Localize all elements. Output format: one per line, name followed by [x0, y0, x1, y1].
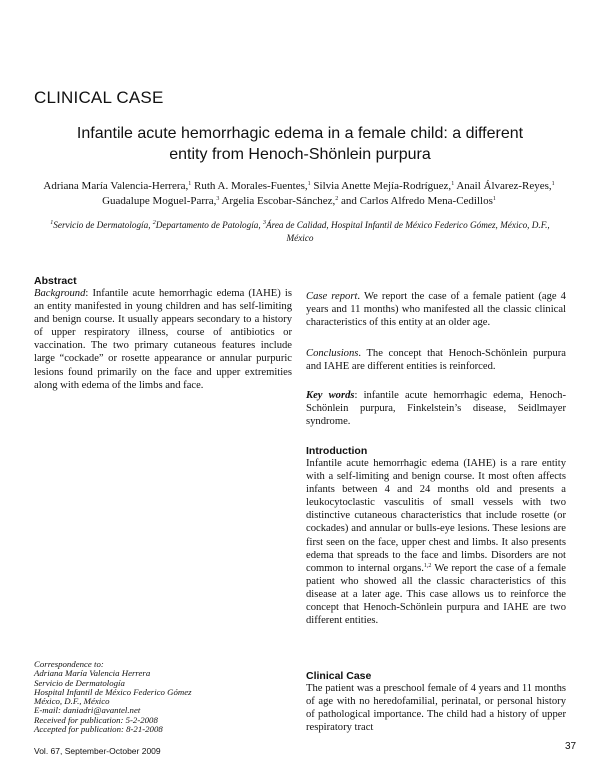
- author-affil-mark: 1: [307, 181, 311, 187]
- title-line-2: entity from Henoch-Shönlein purpura: [169, 146, 431, 163]
- title-line-1: Infantile acute hemorrhagic edema in a female child: a different: [76, 125, 524, 142]
- author-affil-mark: 2: [335, 196, 339, 202]
- journal-footer: Vol. 67, September-October 2009: [34, 746, 161, 756]
- author: Argelia Escobar-Sánchez,: [219, 195, 336, 207]
- conclusions-label: Conclusions: [306, 348, 359, 359]
- author: Ruth A. Morales-Fuentes,: [191, 180, 308, 192]
- correspondence-line: México, D.F., México: [34, 696, 110, 707]
- affiliation: Área de Calidad, Hospital Infantil de México Federico Gómez, México, D.F., México: [265, 220, 550, 243]
- case-text: . We report the case of a female patient (age 4 years and 11 months) who manifested all the classic clinical characteristics of this entity at an older age.: [306, 291, 566, 329]
- clinical-case-text: The patient was a preschool female of 4 years and 11 months of age with no heredofamilial, perinatal, or personal history of pathological importance. The child had a history of upper respiratory tract: [306, 683, 566, 734]
- background-label: Background: [34, 288, 86, 299]
- author-affil-mark: 1: [551, 181, 555, 187]
- introduction-text-a: Infantile acute hemorrhagic edema (IAHE) is a rare entity with a self-limiting and benign course. It most often affects infants between 4 and 24 months old and presents a leukocytoclastic vasculitis of small vessels with two distinctive cutaneous characteristics that include rosette (or cockades) and annular or bulls-eye lesions. These lesions are first seen on the face, upper chest and limbs. It also presents edema that spreads to the face and limbs. Disorders are not common to internal organs.: [306, 458, 566, 574]
- introduction-text: [306, 457, 566, 627]
- affil-mark: 3: [262, 220, 266, 226]
- affil-mark: 1: [50, 220, 54, 226]
- affiliations: [40, 219, 560, 245]
- introduction-heading: Introduction: [306, 445, 368, 457]
- author: Silvia Anette Mejía-Rodríguez,: [310, 180, 452, 192]
- correspondence-email: E-mail: daniadri@avantel.net: [34, 705, 141, 716]
- correspondence-line: Hospital Infantil de México Federico Gómez: [34, 686, 192, 697]
- correspondence-line: Received for publication: 5-2-2008: [34, 714, 158, 725]
- introduction-section: [306, 445, 566, 627]
- keywords-label: Key words: [306, 390, 355, 401]
- keywords-paragraph: [306, 389, 566, 428]
- author-affil-mark: 1: [492, 196, 496, 202]
- author: and Carlos Alfredo Mena-Cedillos: [338, 195, 493, 207]
- affil-mark: 2: [152, 220, 156, 226]
- introduction-text-b: We report the case of a female patient who showed all the classic characteristics of this disease at a later age. This case allows us to reinforce the concept that Henoch-Schönlein purpura and IAHE are two different entities.: [306, 562, 566, 627]
- author: Adriana María Valencia-Herrera,: [43, 180, 189, 192]
- abstract-heading: Abstract: [34, 275, 77, 287]
- correspondence-line: Servicio de Dermatología: [34, 677, 125, 688]
- author-affil-mark: 1: [188, 181, 192, 187]
- conclusions-text: . The concept that Henoch-Schönlein purpura and IAHE are different entities is reinforced.: [306, 348, 566, 373]
- page-number: 37: [565, 741, 577, 752]
- correspondence-block: [34, 660, 294, 734]
- article-title: [20, 123, 580, 165]
- clinical-case-heading: Clinical Case: [306, 670, 372, 682]
- author: Anail Álvarez-Reyes,: [454, 180, 552, 192]
- case-label: Case report: [306, 291, 358, 302]
- author-list: [34, 179, 564, 209]
- keywords-text: : infantile acute hemorrhagic edema, Henoch-Schönlein purpura, Finkelstein’s disease, Seidlmayer syndrome.: [306, 390, 566, 428]
- correspondence-line: Accepted for publication: 8-21-2008: [34, 724, 163, 735]
- clinical-case-section: [306, 670, 566, 734]
- case-report-paragraph: [306, 290, 566, 329]
- section-label: CLINICAL CASE: [34, 88, 164, 107]
- abstract-section: [34, 275, 292, 392]
- background-text: : Infantile acute hemorrhagic edema (IAHE) is an entity manifested in young children and has self-limiting and benign course. It usually appears secondary to a history of upper respiratory illness, course of antibiotics or vaccination. The two primary cutaneous features include large “cockade” or rosette appearance or annular purpuric lesions found primarily on the face and upper extremities along with edema of the limbs and face.: [34, 288, 292, 391]
- abstract-background: [34, 287, 292, 392]
- author-affil-mark: 3: [216, 196, 220, 202]
- correspondence-line: Correspondence to:: [34, 659, 104, 669]
- author: Guadalupe Moguel-Parra,: [102, 195, 217, 207]
- reference-mark: 1,2: [423, 562, 432, 569]
- author-affil-mark: 1: [451, 181, 455, 187]
- affiliation: Departamento de Patología,: [155, 220, 263, 230]
- correspondence-line: Adriana María Valencia Herrera: [34, 668, 151, 679]
- affiliation: Servicio de Dermatología,: [53, 220, 153, 230]
- conclusions-paragraph: [306, 347, 566, 373]
